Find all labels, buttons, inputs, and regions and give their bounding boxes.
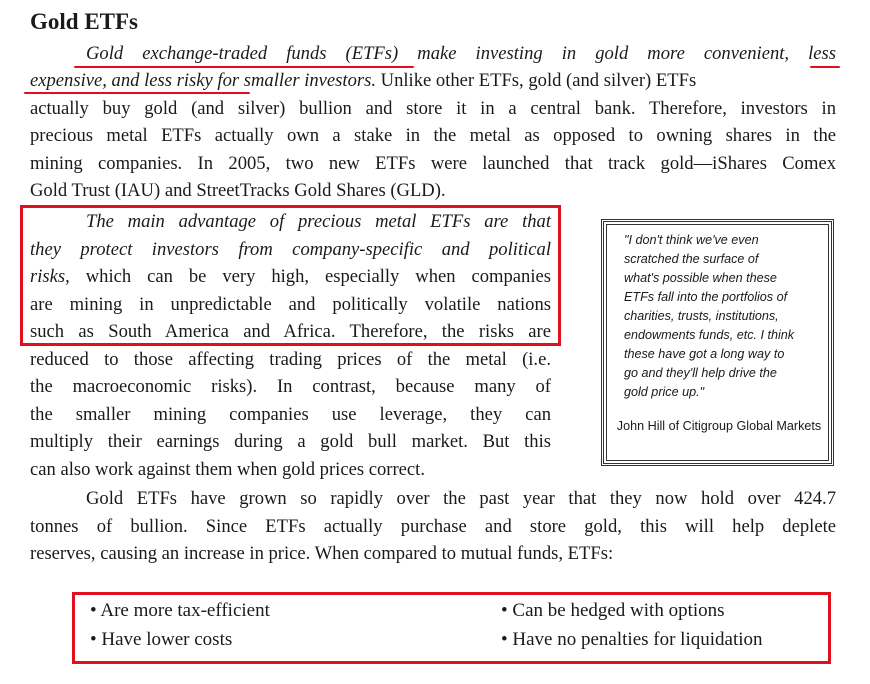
- para2-line7: the macroeconomic risks). In contrast, because many of: [30, 376, 551, 397]
- quote-attribution: John Hill of Citigroup Global Markets: [616, 419, 822, 433]
- quote-line-4: ETFs fall into the portfolios of: [624, 290, 788, 304]
- quote-line-2: scratched the surface of: [624, 252, 759, 266]
- para1-line3: actually buy gold (and silver) bullion and store it in a central bank. Therefore, investors in: [30, 98, 836, 119]
- para2-line1: The main advantage of precious metal ETFs are that: [86, 211, 551, 232]
- page-title: Gold ETFs: [30, 9, 139, 34]
- quote-line-6: endowments funds, etc. I think: [624, 328, 795, 342]
- para2-line6: reduced to those affecting trading prices of the metal (i.e.: [30, 349, 551, 370]
- bullet-text: Can be hedged with options: [512, 600, 725, 621]
- quote-line-3: what's possible when these: [624, 271, 777, 285]
- quote-box: [601, 219, 834, 466]
- para3-line2: tonnes of bullion. Since ETFs actually purchase and store gold, this will help deplete: [30, 516, 836, 537]
- para3-line1: Gold ETFs have grown so rapidly over the past year that they now hold over 424.7: [86, 488, 836, 509]
- para1-line2: [30, 69, 836, 93]
- para1-line6: Gold Trust (IAU) and StreetTracks Gold Shares (GLD).: [30, 180, 446, 201]
- red-highlight-box-advantage: [20, 205, 561, 346]
- quote-line-9: gold price up.": [624, 385, 705, 399]
- bullet-left-2: • Have lower costs: [90, 629, 233, 650]
- bullet-text: Are more tax-efficient: [100, 600, 270, 621]
- para2-line3-emphasis: risks: [30, 266, 66, 287]
- quote-line-8: go and they'll help drive the: [624, 366, 777, 380]
- bullet-left-1: • Are more tax-efficient: [90, 600, 270, 621]
- quote-line-7: these have got a long way to: [624, 347, 785, 361]
- para1-line4: precious metal ETFs actually own a stake in the metal as opposed to owning shares in the: [30, 125, 836, 146]
- bullet-right-2: • Have no penalties for liquidation: [501, 629, 763, 650]
- para2-line2: they protect investors from company-specific and political: [30, 239, 551, 260]
- para2-line5: such as South America and Africa. Therefore, the risks are: [30, 321, 551, 342]
- para1-line2-emphasis: expensive, and less risky for smaller investors.: [30, 70, 376, 91]
- para2-line9: multiply their earnings during a gold bull market. But this: [30, 431, 551, 452]
- bullet-text: Have lower costs: [101, 629, 233, 650]
- red-underline-3: [24, 92, 250, 94]
- bullet-text: Have no penalties for liquidation: [512, 629, 763, 650]
- quote-line-1: "I don't think we've even: [624, 233, 759, 247]
- para1-line2-rest: Unlike other ETFs, gold (and silver) ETFs: [376, 70, 697, 91]
- para3-line3: reserves, causing an increase in price. When compared to mutual funds, ETFs:: [30, 543, 614, 564]
- para1-line1: Gold exchange-traded funds (ETFs) make investing in gold more convenient, less: [86, 43, 836, 64]
- para1-line5: mining companies. In 2005, two new ETFs were launched that track gold—iShares Comex: [30, 153, 836, 174]
- red-underline-2: [810, 66, 840, 68]
- para2-line8: the smaller mining companies use leverage, they can: [30, 404, 551, 425]
- para2-line3-rest: , which can be very high, especially when companies: [65, 266, 551, 287]
- red-underline-1: [74, 66, 414, 68]
- bullet-right-1: • Can be hedged with options: [501, 600, 725, 621]
- para2-line10: can also work against them when gold prices correct.: [30, 459, 425, 480]
- quote-line-5: charities, trusts, institutions,: [624, 309, 779, 323]
- para2-line4: are mining in unpredictable and politically volatile nations: [30, 294, 551, 315]
